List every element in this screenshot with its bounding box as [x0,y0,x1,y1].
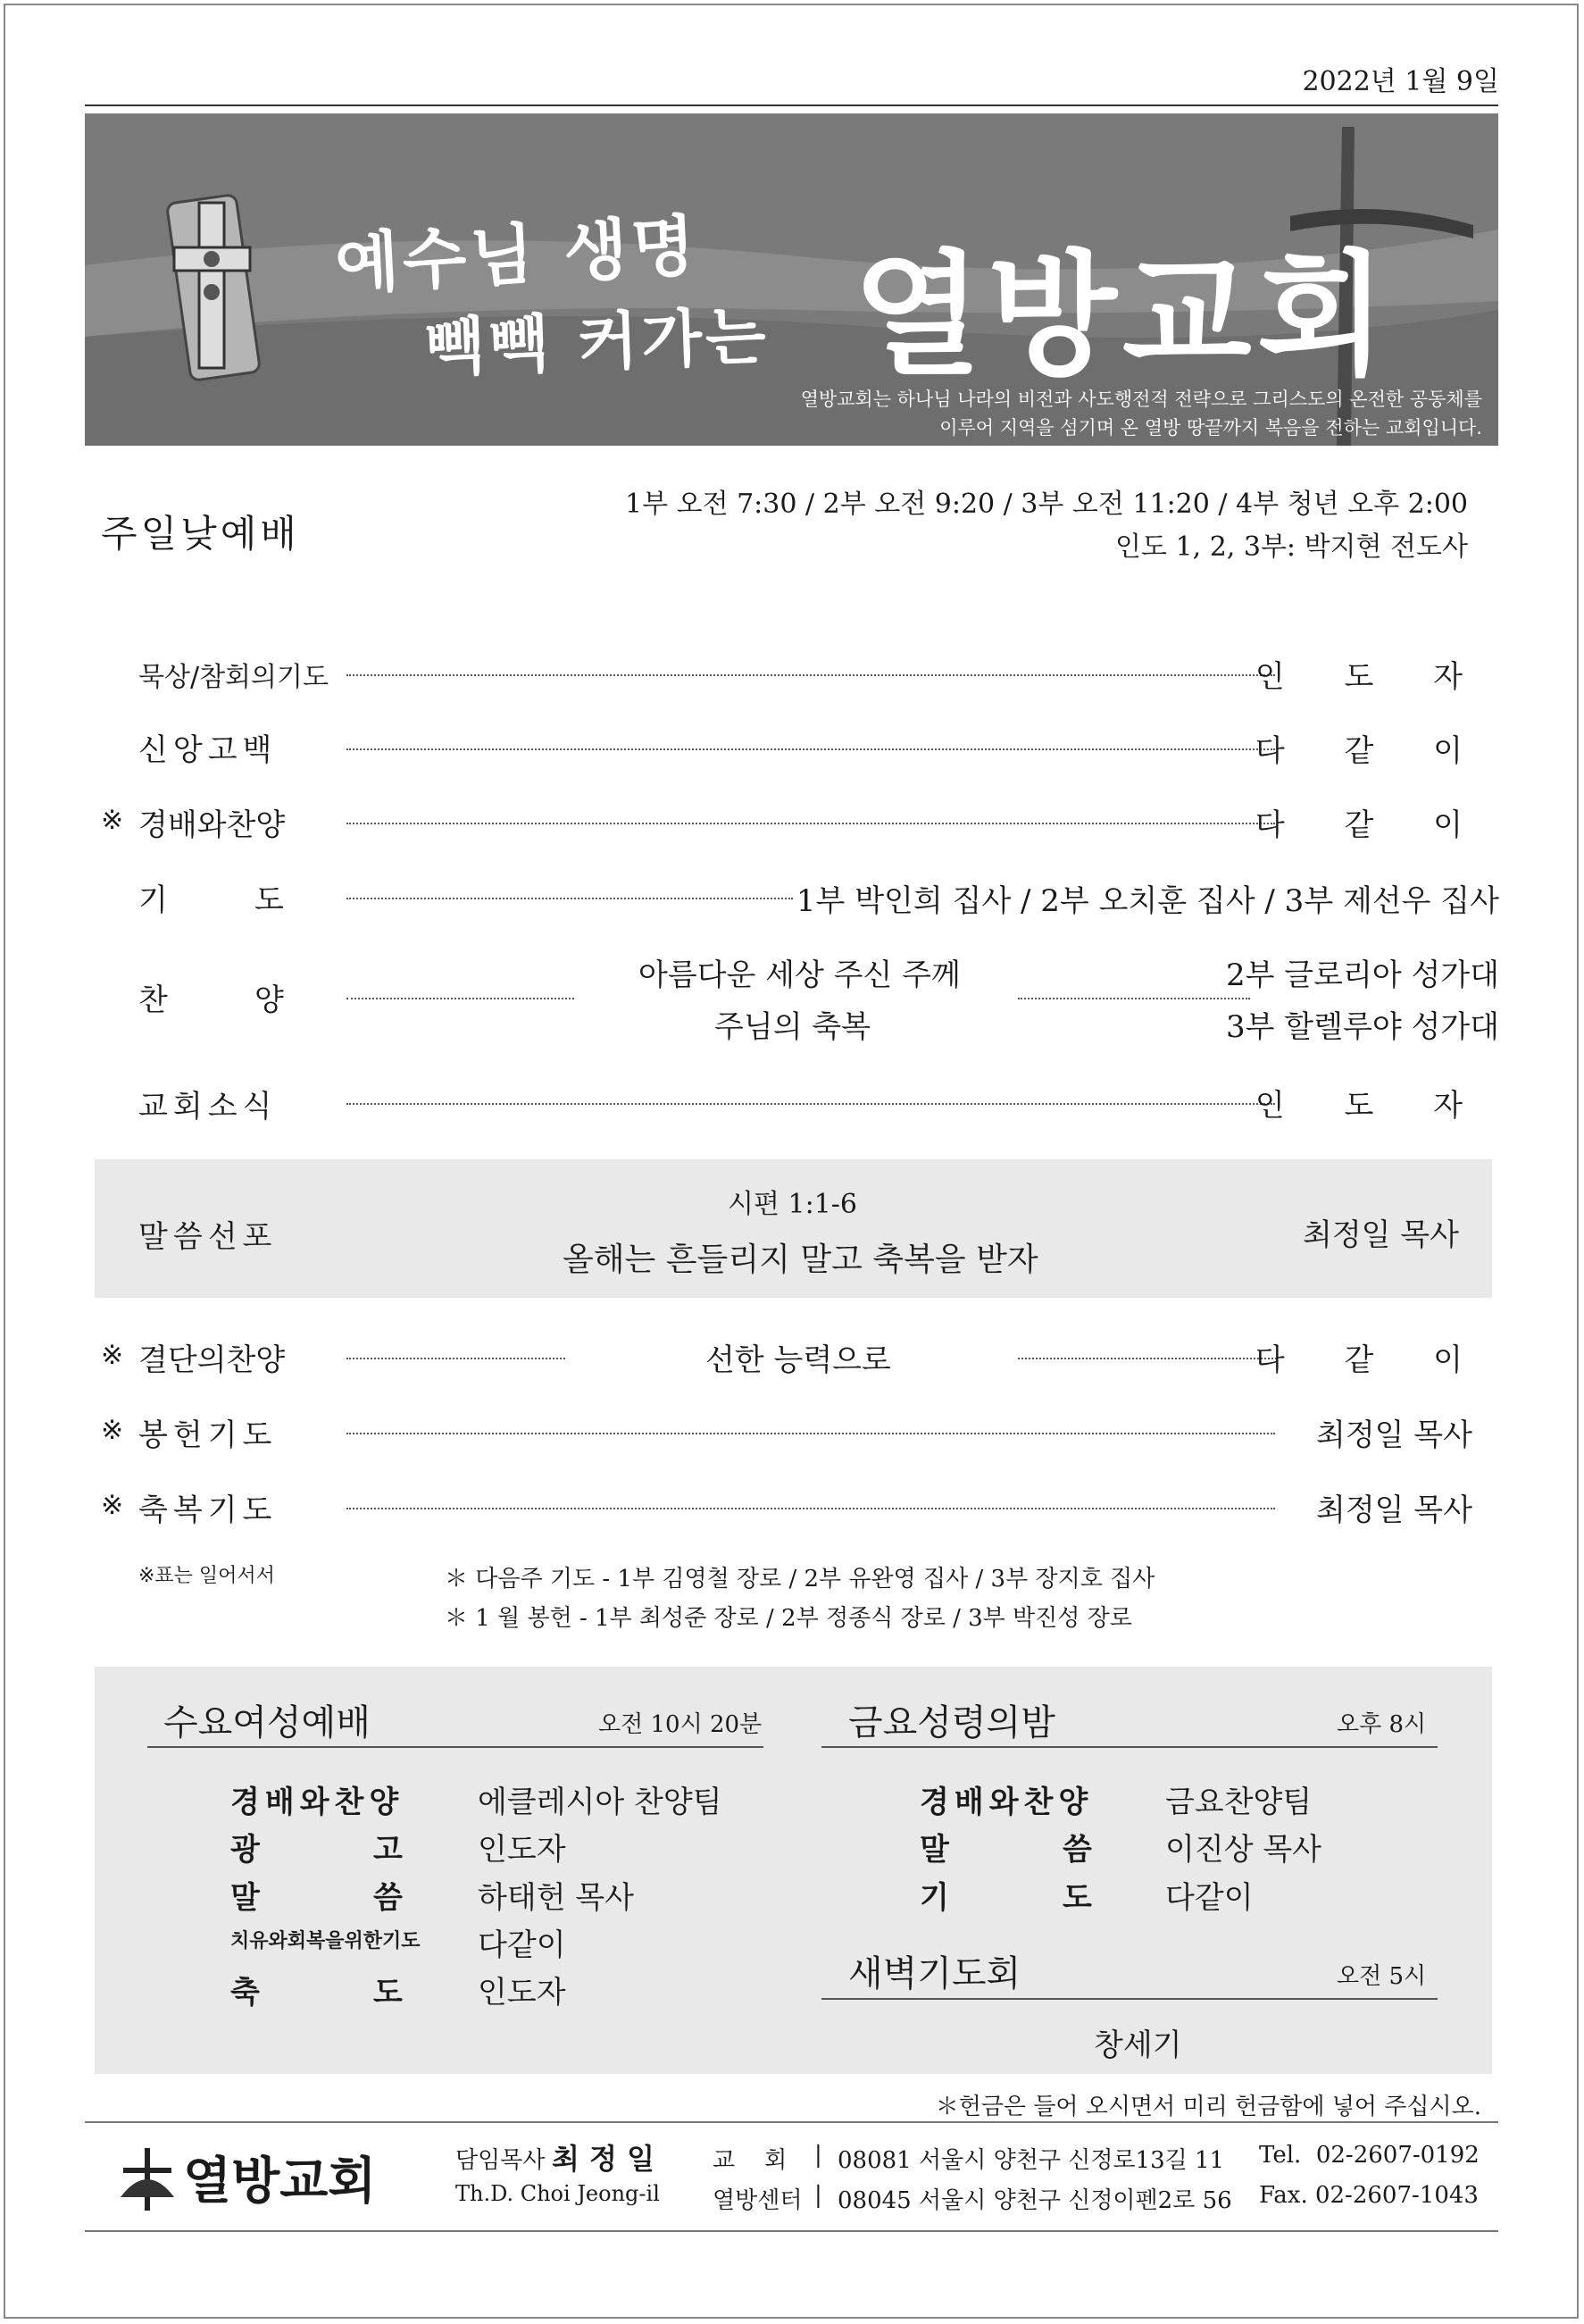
footer-logo-text: 열방교회 [183,2153,377,2211]
tree-cross-icon [116,2144,179,2215]
fri-row-value: 이진상 목사 [1165,1832,1322,1868]
wed-row-value: 하태헌 목사 [478,1880,635,1916]
footer-top-rule [85,2121,1498,2123]
dawn-rule [821,1998,1438,2000]
wed-row-label-a: 말 [230,1880,260,1916]
benediction-value: 최정일 목사 [1315,1492,1472,1528]
sermon-scripture: 시편 1:1-6 [728,1189,858,1220]
prayer-label-2: 도 [254,882,284,918]
church-phone: Tel. 02-2607-0192 [1259,2142,1480,2169]
stand-mark: ※ [101,1490,124,1521]
stand-mark: ※ [101,805,124,836]
sermon-title: 올해는 흔들리지 말고 축복을 받자 [563,1241,1038,1278]
dot-leader [346,1358,565,1359]
wednesday-rule [147,1746,763,1748]
separator: | [814,2142,822,2169]
praise-choir-1: 2부 글로리아 성가대 [1226,957,1499,993]
dawn-time: 오전 5시 [1337,1963,1427,1990]
slogan-line-2: 빽빽 커가는 [422,299,771,385]
sunday-schedule [625,483,1468,569]
news-value: 인 도 자 [1255,1088,1488,1124]
center-label: 열방센터 [713,2187,803,2214]
church-address: 08081 서울시 양천구 신정로13길 11 [838,2147,1225,2174]
wed-row-label: 치유와회복을위한기도 [230,1930,421,1952]
dot-leader [346,998,574,999]
stand-mark: ※ [101,1340,124,1371]
worship-value: 다 같 이 [1255,807,1488,843]
prayer-label-1: 기 [138,882,168,918]
month-offering-note: ＊ 1 월 봉헌 - 1부 최성준 장로 / 2부 정종식 장로 / 3부 박진성 장로 [445,1605,1132,1632]
fri-row-label: 경배와찬양 [920,1785,1094,1820]
dot-leader [346,1433,1275,1434]
dot-leader [346,1103,1275,1105]
wednesday-title: 수요여성예배 [163,1702,371,1743]
friday-title: 금요성령의밤 [848,1702,1055,1743]
meditation-value: 인 도 자 [1255,659,1488,695]
dot-leader [346,1508,1275,1509]
praise-choir-2: 3부 할렐루야 성가대 [1226,1009,1499,1045]
church-label: 교 회 [713,2147,788,2174]
fri-row-label-a: 기 [920,1880,949,1916]
worship-label: 경배와찬양 [138,807,286,843]
decision-value: 다 같 이 [1255,1342,1488,1378]
mission-line-2: 이루어 지역을 섬기며 온 열방 땅끝까지 복음을 전하는 교회입니다. [939,417,1482,439]
creed-value: 다 같 이 [1255,733,1488,769]
pastor-title: 담임목사 [455,2147,546,2174]
dawn-title: 새벽기도회 [848,1953,1021,1994]
sermon-label: 말씀선포 [138,1219,278,1255]
friday-time: 오후 8시 [1337,1711,1427,1738]
offering-value: 최정일 목사 [1315,1417,1472,1453]
fri-row-value: 다같이 [1165,1880,1254,1916]
pastor-english-name: Th.D. Choi Jeong-il [455,2181,660,2206]
decision-label: 결단의찬양 [138,1342,286,1378]
wednesday-time: 오전 10시 20분 [598,1711,763,1738]
mission-line-1: 열방교회는 하나님 나라의 비전과 사도행전적 전략으로 그리스도의 온전한 공동체를 [800,389,1482,410]
decision-song: 선한 능력으로 [705,1342,891,1378]
fri-row-value: 금요찬양팀 [1165,1785,1313,1820]
sermon-preacher: 최정일 목사 [1302,1217,1459,1253]
prayer-value: 1부 박인희 집사 / 2부 오치훈 집사 / 3부 제선우 집사 [796,883,1499,919]
center-address: 08045 서울시 양천구 신정이펜2로 56 [838,2187,1232,2214]
offering-note: ＊헌금은 들어 오시면서 미리 헌금함에 넣어 주십시오. [935,2094,1481,2120]
stand-mark: ※ [101,1415,124,1446]
schedule-times: 1부 오전 7:30 / 2부 오전 9:20 / 3부 오전 11:20 / 4부 청년 오후 2:00 [625,489,1468,520]
bulletin-date: 2022년 1월 9일 [1302,66,1499,97]
fri-row-label-a: 말 [920,1832,949,1868]
meditation-label: 묵상/참회의기도 [138,662,329,693]
next-prayer-note: ＊ 다음주 기도 - 1부 김영철 장로 / 2부 유완영 집사 / 3부 장지호 집사 [445,1566,1155,1593]
friday-rule [821,1746,1438,1748]
dot-leader [346,823,1275,824]
sunday-service-title: 주일낮예배 [101,512,300,556]
center-fax: Fax. 02-2607-1043 [1259,2182,1479,2209]
header-banner [85,113,1498,446]
church-name-logo: 열방교회 [853,238,1392,394]
praise-label-1: 찬 [138,982,168,1018]
wed-row-value: 에클레시아 찬양팀 [478,1785,722,1820]
wed-row-label: 경배와찬양 [230,1785,404,1820]
separator: | [814,2182,822,2209]
dot-leader [346,748,1275,750]
standing-note: ※표는 일어서서 [138,1565,275,1587]
slogan-line-1: 예수님 생명 [333,207,701,304]
wed-row-value: 다같이 [478,1927,566,1963]
dot-leader [346,898,793,899]
fri-row-label-b: 도 [1063,1880,1092,1916]
top-rule [85,104,1498,106]
offering-label: 봉헌기도 [138,1417,278,1453]
dot-leader [346,674,1275,676]
pastor-name: 최 정 일 [552,2142,655,2176]
wed-row-value: 인도자 [478,1832,566,1868]
creed-label: 신앙고백 [138,732,278,768]
praise-song-2: 주님의 축복 [714,1009,871,1045]
benediction-label: 축복기도 [138,1492,278,1528]
footer-logo [116,2135,420,2215]
wed-row-label-b: 씀 [373,1880,403,1916]
dawn-text: 창세기 [1094,2027,1182,2063]
wed-row-label-b: 도 [373,1975,403,2011]
fri-row-label-b: 씀 [1063,1832,1092,1868]
wed-row-value: 인도자 [478,1975,566,2011]
praise-song-1: 아름다운 세상 주신 주께 [638,957,961,993]
dot-leader [1018,998,1250,999]
praise-label-2: 양 [254,982,284,1018]
news-label: 교회소식 [138,1089,278,1124]
wed-row-label-a: 축 [230,1975,260,2011]
wed-row-label-a: 광 [230,1832,260,1868]
wed-row-label-b: 고 [373,1832,403,1868]
dot-leader [1018,1358,1277,1359]
schedule-leader: 인도 1, 2, 3부: 박지현 전도사 [1115,531,1468,563]
footer-bottom-rule [85,2230,1498,2232]
